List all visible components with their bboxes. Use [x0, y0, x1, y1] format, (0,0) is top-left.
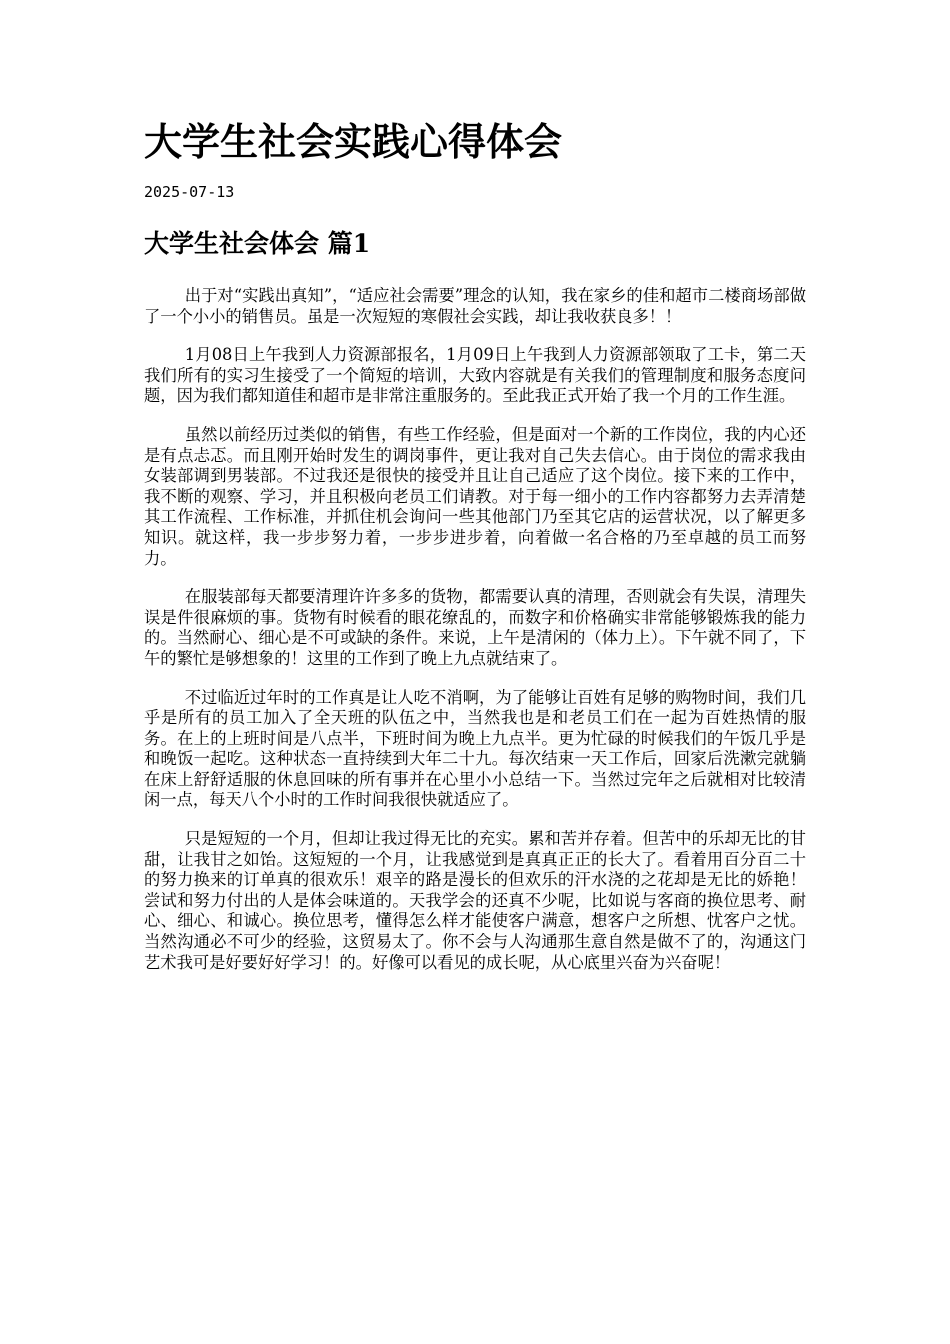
section-title: 大学生社会体会 篇1: [144, 229, 371, 258]
paragraph: 只是短短的一个月，但却让我过得无比的充实。累和苦并存着。但苦中的乐却无比的甘甜，让我甘之如饴。这短短的一个月，让我感觉到是真真正正的长大了。看着用百分百二十的努力换来的订单真的很欢乐！艰辛的路是漫长的但欢乐的汗水浇的之花却是无比的娇艳！尝试和努力付出的人是体会味道的。天我学会的还真不少呢，比如说与客商的换位思考、耐心、细心、和诚心。换位思考，懂得怎么样才能使客户满意，想客户之所想、忧客户之忧。当然沟通必不可少的经验，这贸易太了。你不会与人沟通那生意自然是做不了的，沟通这门艺术我可是好要好好学习！的。好像可以看见的成长呢，从心底里兴奋为兴奋呢！: [144, 829, 806, 972]
paragraph: 在服装部每天都要清理许许多多的货物，都需要认真的清理，否则就会有失误，清理失误是件很麻烦的事。货物有时候看的眼花缭乱的，而数字和价格确实非常能够锻炼我的能力的。当然耐心、细心是不可或缺的条件。来说，上午是清闲的（体力上）。下午就不同了，下午的繁忙是够想象的！这里的工作到了晚上九点就结束了。: [144, 587, 806, 668]
paragraph: 1月08日上午我到人力资源部报名，1月09日上午我到人力资源部领取了工卡，第二天我们所有的实习生接受了一个简短的培训，大致内容就是有关我们的管理制度和服务态度问题，因为我们都知道佳和超市是非常注重服务的。至此我正式开始了我一个月的工作生涯。: [144, 345, 806, 406]
paragraph: 出于对“实践出真知”，“适应社会需要”理念的认知，我在家乡的佳和超市二楼商场部做了一个小小的销售员。虽是一次短短的寒假社会实践，却让我收获良多！！: [144, 286, 806, 326]
paragraph: 虽然以前经历过类似的销售，有些工作经验，但是面对一个新的工作岗位，我的内心还是有点忐忑。而且刚开始时发生的调岗事件，更让我对自己失去信心。由于岗位的需求我由女装部调到男装部。不过我还是很快的接受并且让自己适应了这个岗位。接下来的工作中，我不断的观察、学习，并且积极向老员工们请教。对于每一细小的工作内容都努力去弄清楚其工作流程、工作标准，并抓住机会询问一些其他部门乃至其它店的运营状况，以了解更多知识。就这样，我一步步努力着，一步步进步着，向着做一名合格的乃至卓越的员工而努力。: [144, 424, 806, 568]
paragraph: 不过临近过年时的工作真是让人吃不消啊，为了能够让百姓有足够的购物时间，我们几乎是所有的员工加入了全天班的队伍之中，当然我也是和老员工们在一起为百姓热情的服务。在上的上班时间是八点半，下班时间为晚上九点半。更为忙碌的时候我们的午饭几乎是和晚饭一起吃。这种状态一直持续到大年二十九。每次结束一天工作后，回家后洗漱完就躺在床上舒舒适服的休息回味的所有事并在心里小小总结一下。当然过完年之后就相对比较清闲一点，每天八个小时的工作时间我很快就适应了。: [144, 687, 806, 810]
document-title: 大学生社会实践心得体会: [144, 119, 563, 164]
document-page: [144, 112, 806, 973]
document-date: 2025-07-13: [144, 183, 235, 201]
